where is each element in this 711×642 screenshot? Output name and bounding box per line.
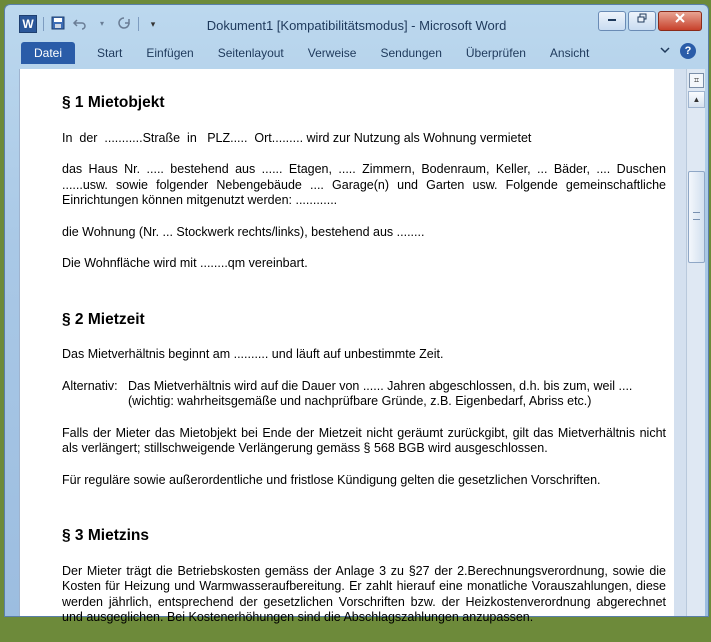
title-bar bbox=[5, 5, 708, 41]
tab-view[interactable]: Ansicht bbox=[549, 46, 590, 60]
ribbon-right-controls bbox=[660, 43, 696, 59]
undo-dropdown-icon[interactable]: ▾ bbox=[99, 19, 104, 28]
tab-start[interactable]: Start bbox=[97, 46, 123, 60]
word-icon[interactable]: W bbox=[19, 15, 37, 33]
tab-file[interactable]: Datei bbox=[21, 42, 75, 64]
paragraph: Die Wohnfläche wird mit ........qm vereinbart. bbox=[62, 256, 308, 270]
paragraph: Für reguläre sowie außerordentliche und fristlose Kündigung gelten die gesetzlichen Vorschriften. bbox=[62, 472, 601, 487]
ruler-toggle-icon[interactable]: ⌗ bbox=[689, 73, 704, 88]
paragraph: In der ...........Straße in PLZ..... Ort......... wird zur Nutzung als Wohnung vermietet bbox=[62, 130, 532, 145]
ribbon-tab-bar bbox=[5, 41, 708, 65]
paragraph: Falls der Mieter das Mietobjekt bei Ende der Mietzeit nicht geräumt zurückgibt, gilt das Mietverhältnis nicht als verlängert; stillschweigende Verlängerung gemäss § 568 BGB wird ausgeschlossen. bbox=[62, 425, 666, 455]
tab-mailings[interactable]: Sendungen bbox=[380, 46, 442, 60]
section-heading: § 1 Mietobjekt bbox=[62, 94, 165, 111]
scroll-up-icon[interactable]: ▲ bbox=[688, 91, 705, 108]
close-icon[interactable] bbox=[658, 11, 702, 31]
paragraph: die Wohnung (Nr. ... Stockwerk rechts/links), bestehend aus ........ bbox=[62, 224, 425, 239]
tab-insert[interactable]: Einfügen bbox=[146, 46, 194, 60]
document-page[interactable] bbox=[19, 69, 674, 624]
document-body[interactable] bbox=[62, 89, 666, 642]
window-title: Dokument1 [Kompatibilitätsmodus] - Microsoft Word bbox=[206, 18, 507, 33]
help-icon[interactable]: ? bbox=[680, 43, 696, 59]
word-window bbox=[4, 4, 709, 624]
tab-review[interactable]: Überprüfen bbox=[465, 46, 526, 60]
paragraph: Das Mietverhältnis beginnt am .......... und läuft auf unbestimmte Zeit. bbox=[62, 347, 444, 361]
grip-icon bbox=[693, 212, 700, 220]
maximize-icon[interactable] bbox=[628, 11, 656, 31]
alternative-label: Alternativ: bbox=[62, 378, 118, 393]
paragraph: Der Mieter trägt die Betriebskosten gemäss der Anlage 3 zu §27 der 2.Berechnungsverordnung, sowie die Kosten für Heizung und Warmwasseraufbereitung. Er zahlt hierauf eine monatliche Vorauszahlungen, diese werden jährlich, entsprechend der gesetzlichen Vorschriften bzw. der Heizkostenverordnung abgerechnet und ausgeglichen. Bei Kostenerhöhungen sind die Abschlagszahlungen anzupassen. bbox=[62, 563, 666, 624]
section-heading: § 3 Mietzins bbox=[62, 527, 149, 544]
section-heading: § 2 Mietzeit bbox=[62, 310, 145, 328]
alternative-line: Das Mietverhältnis wird auf die Dauer von ...... Jahren abgeschlossen, d.h. bis zum, weil .... bbox=[128, 378, 633, 393]
vertical-scrollbar[interactable] bbox=[686, 69, 705, 616]
alternative-line: (wichtig: wahrheitsgemäße und nachprüfbare Gründe, z.B. Eigenbedarf, Abriss etc.) bbox=[128, 394, 592, 408]
alternative-text bbox=[128, 379, 632, 410]
customize-qat-icon[interactable]: ▾ bbox=[150, 19, 156, 29]
window-controls bbox=[598, 11, 702, 31]
paragraph: das Haus Nr. ..... bestehend aus ...... Etagen, ..... Zimmern, Bodenraum, Keller, ... Bäder, .... Duschen ......usw. sowie folgender Nebengebäude .... Garage(n) und Garten usw. Folgende gemeinschaftliche Einrichtungen können mitgenutzt werden: ............ bbox=[62, 162, 666, 207]
chevron-down-icon[interactable] bbox=[660, 45, 670, 58]
scroll-thumb[interactable] bbox=[688, 171, 705, 263]
alternative-clause bbox=[62, 379, 666, 410]
tab-page-layout[interactable]: Seitenlayout bbox=[217, 46, 284, 60]
minimize-icon[interactable] bbox=[598, 11, 626, 31]
tab-references[interactable]: Verweise bbox=[307, 46, 357, 60]
document-workspace bbox=[19, 69, 705, 624]
